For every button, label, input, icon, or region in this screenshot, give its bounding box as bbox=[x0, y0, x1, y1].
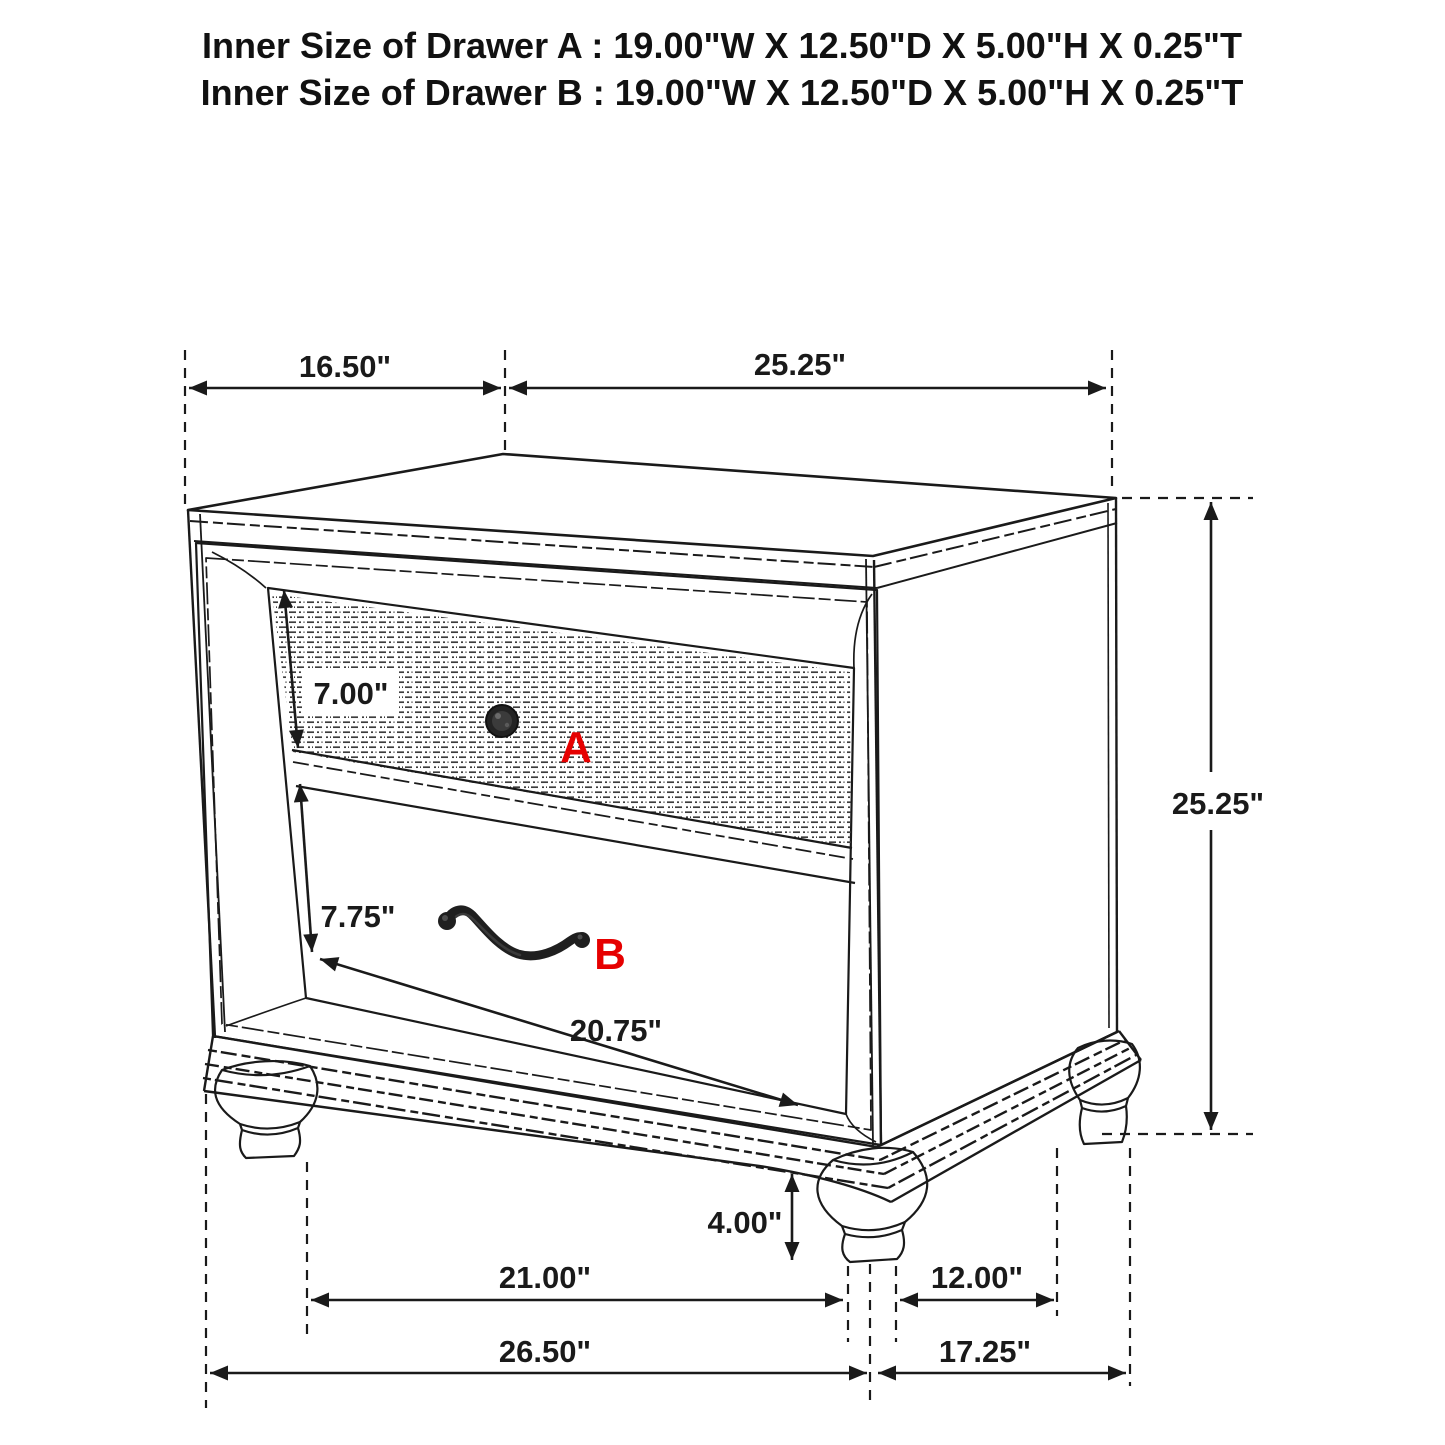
dim-drawer-a-height: 7.00" bbox=[313, 676, 389, 711]
drawer-b-label: B bbox=[594, 930, 626, 979]
dim-overall-height: 25.25" bbox=[1171, 786, 1265, 821]
header bbox=[201, 25, 1244, 113]
header-line-1: Inner Size of Drawer A : 19.00"W X 12.50"D X 5.00"H X 0.25"T bbox=[201, 25, 1243, 66]
cabinet-top bbox=[188, 454, 1116, 556]
front-right-foot bbox=[817, 1148, 927, 1262]
dim-foot-height: 4.00" bbox=[707, 1205, 783, 1240]
drawer-b-handle bbox=[438, 910, 590, 956]
rear-right-foot bbox=[1069, 1041, 1140, 1144]
front-left-foot bbox=[215, 1061, 317, 1158]
dim-front-feet-span: 21.00" bbox=[498, 1260, 592, 1295]
dim-drawer-b-height: 7.75" bbox=[320, 899, 396, 934]
dim-side-feet-span: 12.00" bbox=[930, 1260, 1024, 1295]
dim-top-left-width: 16.50" bbox=[298, 349, 392, 384]
dim-top-right-depth: 25.25" bbox=[753, 347, 847, 382]
dim-overall-width: 26.50" bbox=[498, 1334, 592, 1369]
drawer-a-label: A bbox=[560, 723, 592, 772]
drawer-a-front-panel bbox=[272, 594, 851, 848]
dim-overall-depth: 17.25" bbox=[938, 1334, 1032, 1369]
dim-drawer-b-width: 20.75" bbox=[569, 1013, 663, 1048]
header-line-2: Inner Size of Drawer B : 19.00"W X 12.50"D X 5.00"H X 0.25"T bbox=[200, 72, 1244, 113]
drawer-a-knob bbox=[486, 705, 518, 737]
